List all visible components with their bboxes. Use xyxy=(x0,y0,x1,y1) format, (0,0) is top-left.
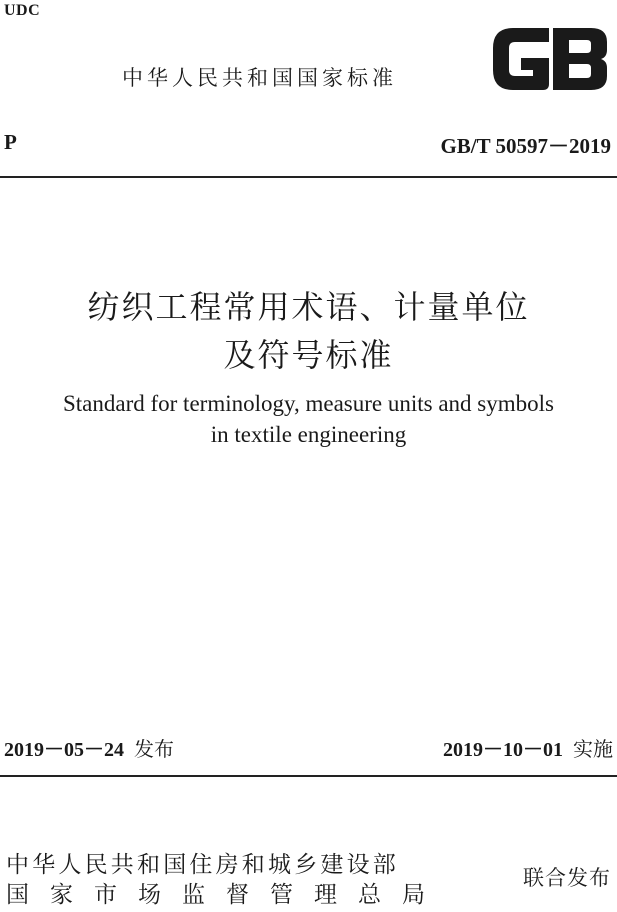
issuer-line1: 中华人民共和国住房和城乡建设部 xyxy=(6,852,399,878)
effective-date: 2019－10－01 xyxy=(443,739,563,761)
issue-date: 2019－05－24 xyxy=(4,739,124,761)
effective-label: 实施 xyxy=(573,737,613,761)
category-code: P xyxy=(4,130,17,154)
gb-logo-icon xyxy=(487,20,613,98)
top-divider xyxy=(0,176,617,178)
issue-label: 发布 xyxy=(134,737,174,761)
standard-number: GB/T 50597－2019 xyxy=(440,134,611,158)
title-cn-line2: 及符号标准 xyxy=(223,336,394,374)
joint-publish-label: 联合发布 xyxy=(523,866,611,890)
issue-date-block xyxy=(4,733,174,762)
national-standard-label: 中华人民共和国国家标准 xyxy=(122,66,397,90)
effective-date-block xyxy=(443,733,613,762)
title-en-line2: in textile engineering xyxy=(210,422,407,447)
bottom-divider xyxy=(0,775,617,777)
udc-label: UDC xyxy=(4,2,41,19)
title-en-line1: Standard for terminology, measure units and symbols xyxy=(62,391,554,416)
issuer-line2: 国家市场监督管理总局 xyxy=(6,882,446,908)
title-cn-line1: 纺织工程常用术语、计量单位 xyxy=(87,288,530,326)
